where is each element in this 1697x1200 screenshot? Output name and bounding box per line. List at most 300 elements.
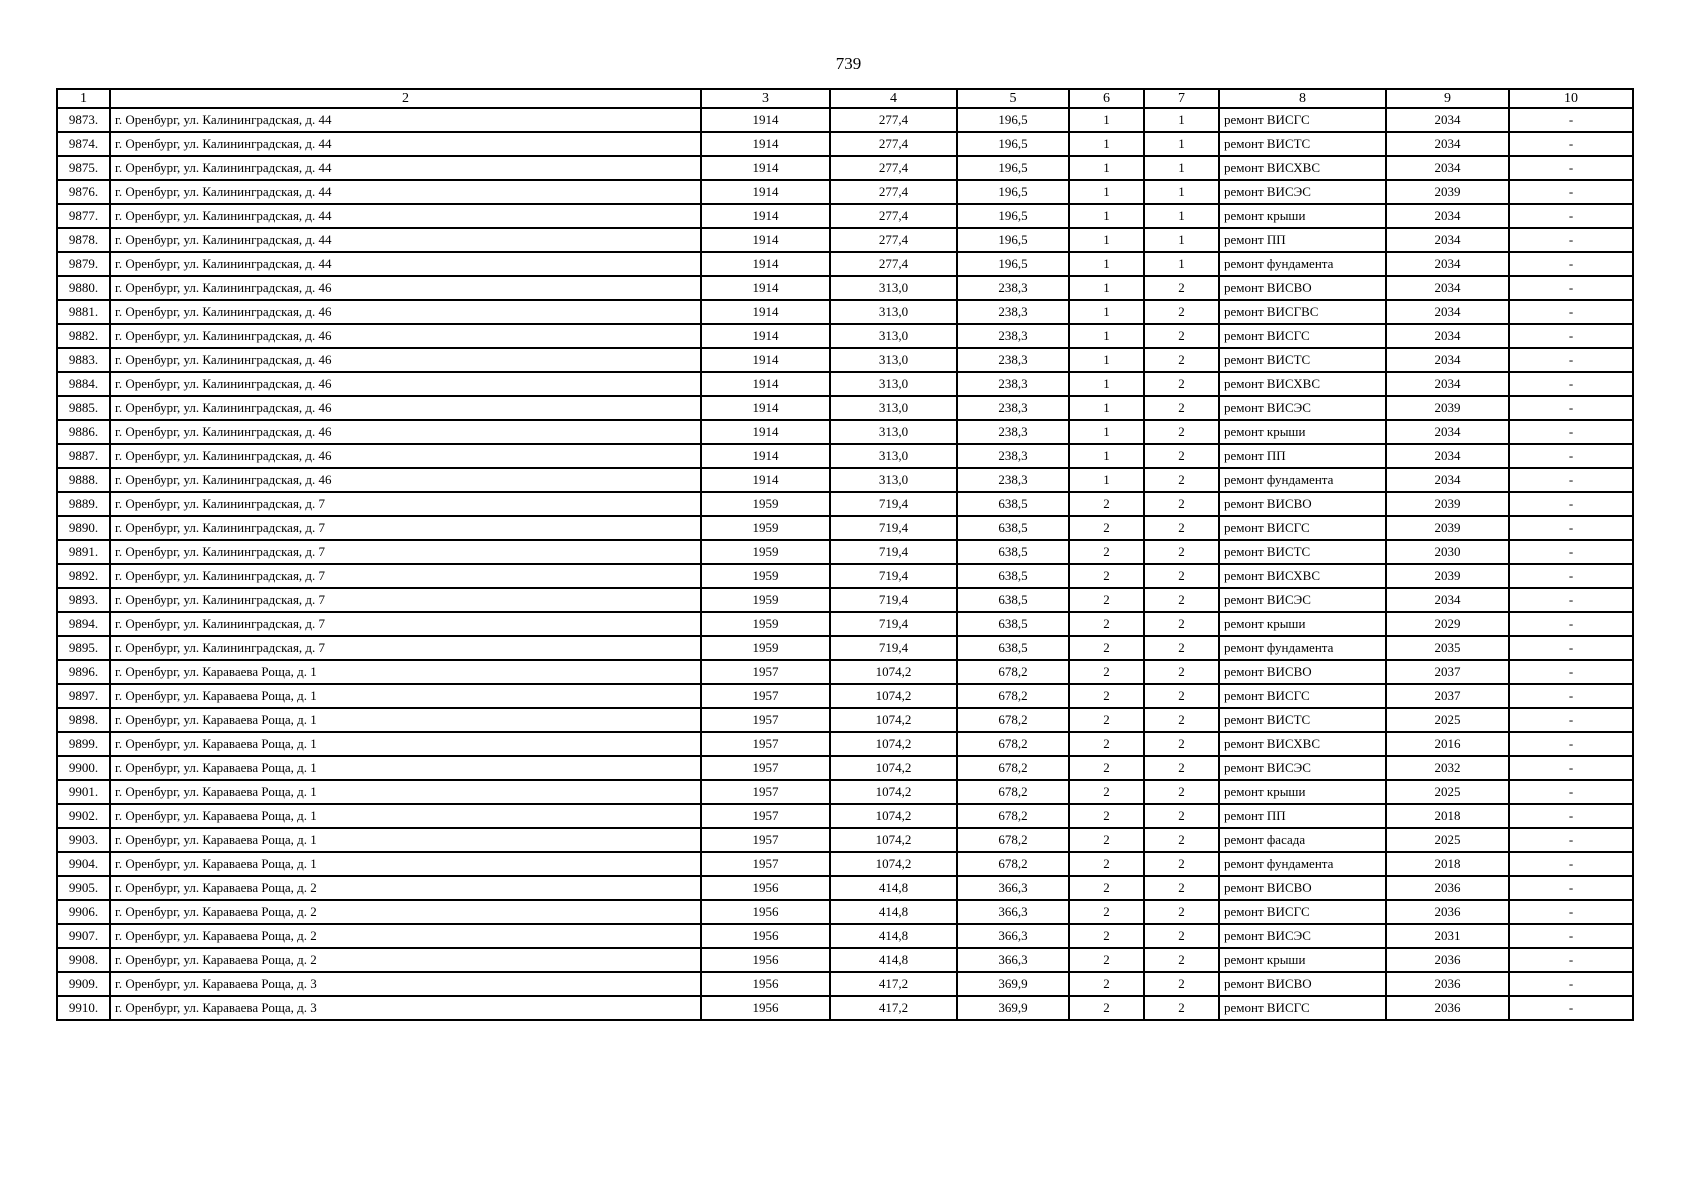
planned-year-cell: 2034 <box>1386 372 1509 396</box>
address-cell: г. Оренбург, ул. Калининградская, д. 7 <box>110 516 701 540</box>
entrances-cell: 1 <box>1144 180 1219 204</box>
floors-cell: 2 <box>1069 492 1144 516</box>
entrances-cell: 2 <box>1144 900 1219 924</box>
note-cell: - <box>1509 828 1633 852</box>
entrances-cell: 1 <box>1144 156 1219 180</box>
row-number-cell: 9900. <box>57 756 110 780</box>
planned-year-cell: 2035 <box>1386 636 1509 660</box>
entrances-cell: 1 <box>1144 132 1219 156</box>
address-cell: г. Оренбург, ул. Караваева Роща, д. 2 <box>110 924 701 948</box>
row-number-cell: 9881. <box>57 300 110 324</box>
living-area-cell: 638,5 <box>957 564 1069 588</box>
note-cell: - <box>1509 228 1633 252</box>
note-cell: - <box>1509 492 1633 516</box>
row-number-cell: 9878. <box>57 228 110 252</box>
address-cell: г. Оренбург, ул. Караваева Роща, д. 1 <box>110 684 701 708</box>
entrances-cell: 2 <box>1144 708 1219 732</box>
address-cell: г. Оренбург, ул. Калининградская, д. 46 <box>110 348 701 372</box>
row-number-cell: 9874. <box>57 132 110 156</box>
row-number-cell: 9904. <box>57 852 110 876</box>
planned-year-cell: 2036 <box>1386 996 1509 1020</box>
planned-year-cell: 2025 <box>1386 780 1509 804</box>
year-cell: 1956 <box>701 876 830 900</box>
note-cell: - <box>1509 108 1633 132</box>
planned-year-cell: 2034 <box>1386 444 1509 468</box>
row-number-cell: 9910. <box>57 996 110 1020</box>
address-cell: г. Оренбург, ул. Калининградская, д. 44 <box>110 204 701 228</box>
table-row <box>57 708 1633 732</box>
work-type-cell: ремонт ВИСВО <box>1219 276 1386 300</box>
living-area-cell: 238,3 <box>957 396 1069 420</box>
year-cell: 1959 <box>701 588 830 612</box>
table-row <box>57 636 1633 660</box>
row-number-cell: 9882. <box>57 324 110 348</box>
planned-year-cell: 2037 <box>1386 660 1509 684</box>
floors-cell: 1 <box>1069 444 1144 468</box>
living-area-cell: 366,3 <box>957 948 1069 972</box>
entrances-cell: 2 <box>1144 684 1219 708</box>
row-number-cell: 9876. <box>57 180 110 204</box>
note-cell: - <box>1509 276 1633 300</box>
planned-year-cell: 2034 <box>1386 468 1509 492</box>
table-row <box>57 876 1633 900</box>
area-cell: 313,0 <box>830 396 957 420</box>
address-cell: г. Оренбург, ул. Калининградская, д. 7 <box>110 612 701 636</box>
entrances-cell: 1 <box>1144 108 1219 132</box>
living-area-cell: 638,5 <box>957 612 1069 636</box>
planned-year-cell: 2039 <box>1386 516 1509 540</box>
planned-year-cell: 2034 <box>1386 108 1509 132</box>
note-cell: - <box>1509 300 1633 324</box>
area-cell: 313,0 <box>830 300 957 324</box>
living-area-cell: 678,2 <box>957 708 1069 732</box>
work-type-cell: ремонт ВИСЭС <box>1219 924 1386 948</box>
row-number-cell: 9896. <box>57 660 110 684</box>
table-row <box>57 300 1633 324</box>
column-header: 5 <box>957 89 1069 108</box>
year-cell: 1957 <box>701 852 830 876</box>
floors-cell: 2 <box>1069 516 1144 540</box>
note-cell: - <box>1509 876 1633 900</box>
note-cell: - <box>1509 948 1633 972</box>
planned-year-cell: 2039 <box>1386 396 1509 420</box>
planned-year-cell: 2034 <box>1386 252 1509 276</box>
row-number-cell: 9887. <box>57 444 110 468</box>
area-cell: 719,4 <box>830 636 957 660</box>
area-cell: 277,4 <box>830 252 957 276</box>
area-cell: 1074,2 <box>830 708 957 732</box>
planned-year-cell: 2034 <box>1386 156 1509 180</box>
row-number-cell: 9898. <box>57 708 110 732</box>
area-cell: 1074,2 <box>830 852 957 876</box>
area-cell: 1074,2 <box>830 828 957 852</box>
row-number-cell: 9905. <box>57 876 110 900</box>
address-cell: г. Оренбург, ул. Калининградская, д. 46 <box>110 324 701 348</box>
address-cell: г. Оренбург, ул. Караваева Роща, д. 1 <box>110 732 701 756</box>
floors-cell: 1 <box>1069 204 1144 228</box>
living-area-cell: 238,3 <box>957 300 1069 324</box>
address-cell: г. Оренбург, ул. Караваева Роща, д. 2 <box>110 948 701 972</box>
registry-table <box>56 88 1634 1021</box>
floors-cell: 1 <box>1069 108 1144 132</box>
living-area-cell: 366,3 <box>957 924 1069 948</box>
planned-year-cell: 2039 <box>1386 492 1509 516</box>
entrances-cell: 2 <box>1144 348 1219 372</box>
note-cell: - <box>1509 756 1633 780</box>
address-cell: г. Оренбург, ул. Калининградская, д. 44 <box>110 156 701 180</box>
table-row <box>57 228 1633 252</box>
living-area-cell: 196,5 <box>957 180 1069 204</box>
year-cell: 1956 <box>701 948 830 972</box>
work-type-cell: ремонт ВИСГВС <box>1219 300 1386 324</box>
note-cell: - <box>1509 372 1633 396</box>
year-cell: 1914 <box>701 156 830 180</box>
note-cell: - <box>1509 588 1633 612</box>
table-header-row <box>57 89 1633 108</box>
table-row <box>57 612 1633 636</box>
living-area-cell: 678,2 <box>957 852 1069 876</box>
column-header: 8 <box>1219 89 1386 108</box>
floors-cell: 2 <box>1069 540 1144 564</box>
floors-cell: 1 <box>1069 180 1144 204</box>
table-row <box>57 492 1633 516</box>
floors-cell: 2 <box>1069 684 1144 708</box>
entrances-cell: 2 <box>1144 828 1219 852</box>
year-cell: 1956 <box>701 924 830 948</box>
table-row <box>57 396 1633 420</box>
row-number-cell: 9889. <box>57 492 110 516</box>
entrances-cell: 2 <box>1144 756 1219 780</box>
entrances-cell: 2 <box>1144 492 1219 516</box>
floors-cell: 2 <box>1069 636 1144 660</box>
address-cell: г. Оренбург, ул. Караваева Роща, д. 1 <box>110 804 701 828</box>
living-area-cell: 678,2 <box>957 732 1069 756</box>
address-cell: г. Оренбург, ул. Калининградская, д. 7 <box>110 540 701 564</box>
note-cell: - <box>1509 804 1633 828</box>
work-type-cell: ремонт ВИСХВС <box>1219 372 1386 396</box>
address-cell: г. Оренбург, ул. Калининградская, д. 46 <box>110 444 701 468</box>
address-cell: г. Оренбург, ул. Караваева Роща, д. 1 <box>110 852 701 876</box>
work-type-cell: ремонт ВИСТС <box>1219 540 1386 564</box>
row-number-cell: 9888. <box>57 468 110 492</box>
area-cell: 417,2 <box>830 972 957 996</box>
row-number-cell: 9908. <box>57 948 110 972</box>
floors-cell: 1 <box>1069 372 1144 396</box>
note-cell: - <box>1509 636 1633 660</box>
year-cell: 1959 <box>701 540 830 564</box>
address-cell: г. Оренбург, ул. Караваева Роща, д. 3 <box>110 996 701 1020</box>
floors-cell: 2 <box>1069 900 1144 924</box>
planned-year-cell: 2018 <box>1386 804 1509 828</box>
floors-cell: 2 <box>1069 924 1144 948</box>
table-row <box>57 780 1633 804</box>
area-cell: 313,0 <box>830 348 957 372</box>
living-area-cell: 678,2 <box>957 684 1069 708</box>
address-cell: г. Оренбург, ул. Калининградская, д. 44 <box>110 108 701 132</box>
row-number-cell: 9886. <box>57 420 110 444</box>
note-cell: - <box>1509 900 1633 924</box>
table-row <box>57 420 1633 444</box>
work-type-cell: ремонт ПП <box>1219 228 1386 252</box>
entrances-cell: 2 <box>1144 732 1219 756</box>
work-type-cell: ремонт ВИСВО <box>1219 492 1386 516</box>
page-number: 739 <box>835 54 862 73</box>
row-number-cell: 9909. <box>57 972 110 996</box>
work-type-cell: ремонт ВИСГС <box>1219 900 1386 924</box>
table-row <box>57 996 1633 1020</box>
year-cell: 1957 <box>701 780 830 804</box>
area-cell: 719,4 <box>830 612 957 636</box>
floors-cell: 2 <box>1069 804 1144 828</box>
area-cell: 1074,2 <box>830 732 957 756</box>
area-cell: 1074,2 <box>830 756 957 780</box>
living-area-cell: 366,3 <box>957 876 1069 900</box>
planned-year-cell: 2032 <box>1386 756 1509 780</box>
note-cell: - <box>1509 732 1633 756</box>
year-cell: 1914 <box>701 132 830 156</box>
living-area-cell: 366,3 <box>957 900 1069 924</box>
floors-cell: 1 <box>1069 252 1144 276</box>
year-cell: 1957 <box>701 684 830 708</box>
living-area-cell: 638,5 <box>957 636 1069 660</box>
year-cell: 1914 <box>701 468 830 492</box>
work-type-cell: ремонт крыши <box>1219 204 1386 228</box>
row-number-cell: 9907. <box>57 924 110 948</box>
entrances-cell: 2 <box>1144 948 1219 972</box>
area-cell: 414,8 <box>830 948 957 972</box>
year-cell: 1914 <box>701 444 830 468</box>
column-header: 3 <box>701 89 830 108</box>
floors-cell: 2 <box>1069 780 1144 804</box>
note-cell: - <box>1509 444 1633 468</box>
planned-year-cell: 2036 <box>1386 876 1509 900</box>
year-cell: 1914 <box>701 276 830 300</box>
planned-year-cell: 2036 <box>1386 948 1509 972</box>
row-number-cell: 9883. <box>57 348 110 372</box>
floors-cell: 2 <box>1069 660 1144 684</box>
living-area-cell: 238,3 <box>957 276 1069 300</box>
year-cell: 1957 <box>701 828 830 852</box>
floors-cell: 1 <box>1069 156 1144 180</box>
work-type-cell: ремонт ВИСХВС <box>1219 156 1386 180</box>
floors-cell: 1 <box>1069 348 1144 372</box>
planned-year-cell: 2037 <box>1386 684 1509 708</box>
year-cell: 1914 <box>701 420 830 444</box>
note-cell: - <box>1509 972 1633 996</box>
entrances-cell: 2 <box>1144 852 1219 876</box>
planned-year-cell: 2036 <box>1386 972 1509 996</box>
planned-year-cell: 2034 <box>1386 324 1509 348</box>
area-cell: 719,4 <box>830 540 957 564</box>
work-type-cell: ремонт ВИСЭС <box>1219 396 1386 420</box>
address-cell: г. Оренбург, ул. Калининградская, д. 44 <box>110 228 701 252</box>
work-type-cell: ремонт крыши <box>1219 612 1386 636</box>
address-cell: г. Оренбург, ул. Калининградская, д. 7 <box>110 588 701 612</box>
address-cell: г. Оренбург, ул. Калининградская, д. 46 <box>110 396 701 420</box>
year-cell: 1914 <box>701 180 830 204</box>
floors-cell: 2 <box>1069 588 1144 612</box>
year-cell: 1914 <box>701 252 830 276</box>
living-area-cell: 238,3 <box>957 468 1069 492</box>
planned-year-cell: 2034 <box>1386 300 1509 324</box>
table-row <box>57 156 1633 180</box>
floors-cell: 2 <box>1069 708 1144 732</box>
floors-cell: 2 <box>1069 732 1144 756</box>
area-cell: 277,4 <box>830 204 957 228</box>
entrances-cell: 2 <box>1144 876 1219 900</box>
entrances-cell: 1 <box>1144 204 1219 228</box>
floors-cell: 2 <box>1069 948 1144 972</box>
entrances-cell: 2 <box>1144 468 1219 492</box>
area-cell: 313,0 <box>830 420 957 444</box>
living-area-cell: 678,2 <box>957 756 1069 780</box>
living-area-cell: 196,5 <box>957 252 1069 276</box>
note-cell: - <box>1509 204 1633 228</box>
entrances-cell: 2 <box>1144 636 1219 660</box>
entrances-cell: 2 <box>1144 804 1219 828</box>
living-area-cell: 196,5 <box>957 156 1069 180</box>
table-row <box>57 516 1633 540</box>
floors-cell: 1 <box>1069 324 1144 348</box>
work-type-cell: ремонт фундамента <box>1219 636 1386 660</box>
planned-year-cell: 2029 <box>1386 612 1509 636</box>
table-row <box>57 900 1633 924</box>
table-row <box>57 132 1633 156</box>
floors-cell: 1 <box>1069 228 1144 252</box>
table-row <box>57 204 1633 228</box>
year-cell: 1957 <box>701 804 830 828</box>
column-header: 9 <box>1386 89 1509 108</box>
floors-cell: 1 <box>1069 468 1144 492</box>
living-area-cell: 638,5 <box>957 492 1069 516</box>
row-number-cell: 9894. <box>57 612 110 636</box>
living-area-cell: 638,5 <box>957 588 1069 612</box>
planned-year-cell: 2034 <box>1386 228 1509 252</box>
year-cell: 1914 <box>701 108 830 132</box>
year-cell: 1957 <box>701 732 830 756</box>
area-cell: 414,8 <box>830 924 957 948</box>
note-cell: - <box>1509 612 1633 636</box>
work-type-cell: ремонт ПП <box>1219 444 1386 468</box>
address-cell: г. Оренбург, ул. Караваева Роща, д. 1 <box>110 660 701 684</box>
year-cell: 1959 <box>701 636 830 660</box>
living-area-cell: 638,5 <box>957 516 1069 540</box>
year-cell: 1914 <box>701 204 830 228</box>
area-cell: 417,2 <box>830 996 957 1020</box>
floors-cell: 1 <box>1069 132 1144 156</box>
row-number-cell: 9897. <box>57 684 110 708</box>
planned-year-cell: 2031 <box>1386 924 1509 948</box>
planned-year-cell: 2034 <box>1386 420 1509 444</box>
work-type-cell: ремонт ВИСГС <box>1219 324 1386 348</box>
table-row <box>57 444 1633 468</box>
work-type-cell: ремонт ВИСЭС <box>1219 756 1386 780</box>
table-row <box>57 660 1633 684</box>
floors-cell: 2 <box>1069 852 1144 876</box>
entrances-cell: 2 <box>1144 276 1219 300</box>
note-cell: - <box>1509 684 1633 708</box>
address-cell: г. Оренбург, ул. Караваева Роща, д. 1 <box>110 708 701 732</box>
living-area-cell: 678,2 <box>957 804 1069 828</box>
address-cell: г. Оренбург, ул. Калининградская, д. 46 <box>110 468 701 492</box>
table-row <box>57 348 1633 372</box>
year-cell: 1956 <box>701 900 830 924</box>
row-number-cell: 9892. <box>57 564 110 588</box>
planned-year-cell: 2034 <box>1386 348 1509 372</box>
entrances-cell: 2 <box>1144 972 1219 996</box>
area-cell: 1074,2 <box>830 684 957 708</box>
entrances-cell: 1 <box>1144 228 1219 252</box>
planned-year-cell: 2034 <box>1386 132 1509 156</box>
planned-year-cell: 2030 <box>1386 540 1509 564</box>
address-cell: г. Оренбург, ул. Калининградская, д. 7 <box>110 492 701 516</box>
work-type-cell: ремонт фундамента <box>1219 468 1386 492</box>
work-type-cell: ремонт ВИСЭС <box>1219 180 1386 204</box>
work-type-cell: ремонт фундамента <box>1219 852 1386 876</box>
row-number-cell: 9906. <box>57 900 110 924</box>
note-cell: - <box>1509 348 1633 372</box>
living-area-cell: 196,5 <box>957 108 1069 132</box>
note-cell: - <box>1509 564 1633 588</box>
note-cell: - <box>1509 516 1633 540</box>
floors-cell: 2 <box>1069 612 1144 636</box>
note-cell: - <box>1509 540 1633 564</box>
work-type-cell: ремонт ВИСВО <box>1219 972 1386 996</box>
work-type-cell: ремонт ВИСГС <box>1219 996 1386 1020</box>
address-cell: г. Оренбург, ул. Караваева Роща, д. 1 <box>110 780 701 804</box>
work-type-cell: ремонт ВИСЭС <box>1219 588 1386 612</box>
work-type-cell: ремонт крыши <box>1219 420 1386 444</box>
address-cell: г. Оренбург, ул. Калининградская, д. 44 <box>110 252 701 276</box>
work-type-cell: ремонт фасада <box>1219 828 1386 852</box>
floors-cell: 2 <box>1069 564 1144 588</box>
living-area-cell: 678,2 <box>957 660 1069 684</box>
living-area-cell: 238,3 <box>957 444 1069 468</box>
area-cell: 277,4 <box>830 132 957 156</box>
note-cell: - <box>1509 708 1633 732</box>
work-type-cell: ремонт ВИСХВС <box>1219 732 1386 756</box>
area-cell: 719,4 <box>830 516 957 540</box>
floors-cell: 2 <box>1069 828 1144 852</box>
entrances-cell: 2 <box>1144 300 1219 324</box>
table-row <box>57 564 1633 588</box>
area-cell: 1074,2 <box>830 804 957 828</box>
floors-cell: 2 <box>1069 876 1144 900</box>
year-cell: 1959 <box>701 492 830 516</box>
table-row <box>57 276 1633 300</box>
year-cell: 1914 <box>701 324 830 348</box>
column-header: 10 <box>1509 89 1633 108</box>
planned-year-cell: 2034 <box>1386 204 1509 228</box>
year-cell: 1914 <box>701 348 830 372</box>
entrances-cell: 2 <box>1144 324 1219 348</box>
table-row <box>57 540 1633 564</box>
living-area-cell: 196,5 <box>957 204 1069 228</box>
entrances-cell: 2 <box>1144 564 1219 588</box>
living-area-cell: 369,9 <box>957 996 1069 1020</box>
entrances-cell: 2 <box>1144 444 1219 468</box>
address-cell: г. Оренбург, ул. Калининградская, д. 46 <box>110 372 701 396</box>
note-cell: - <box>1509 252 1633 276</box>
column-header: 1 <box>57 89 110 108</box>
work-type-cell: ремонт ВИСТС <box>1219 348 1386 372</box>
planned-year-cell: 2018 <box>1386 852 1509 876</box>
row-number-cell: 9890. <box>57 516 110 540</box>
row-number-cell: 9884. <box>57 372 110 396</box>
entrances-cell: 2 <box>1144 396 1219 420</box>
address-cell: г. Оренбург, ул. Калининградская, д. 46 <box>110 276 701 300</box>
living-area-cell: 678,2 <box>957 828 1069 852</box>
